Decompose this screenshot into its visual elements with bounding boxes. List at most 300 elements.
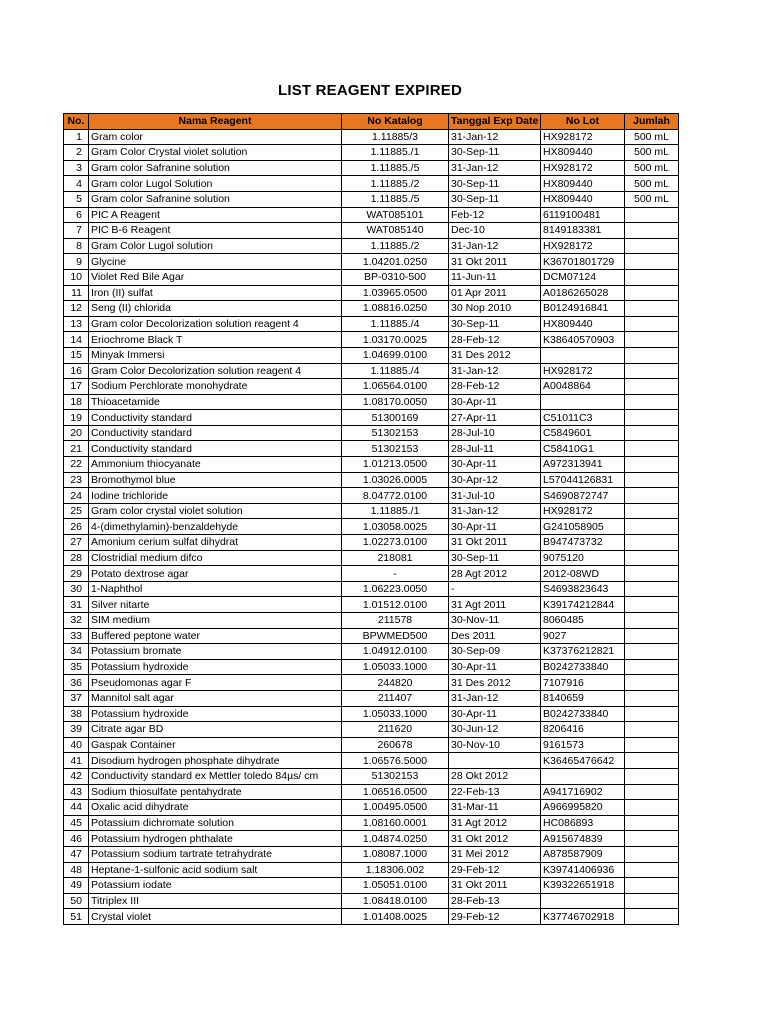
table-row [64, 254, 679, 270]
quantity-cell [625, 379, 679, 395]
catalog-number-cell: 1.03058.0025 [342, 519, 449, 535]
reagent-name-cell: Silver nitarte [89, 597, 342, 613]
table-row [64, 379, 679, 395]
lot-number-cell: K36465476642 [541, 753, 625, 769]
expiry-date-cell: 28-Jul-11 [449, 441, 541, 457]
table-row [64, 659, 679, 675]
quantity-cell [625, 363, 679, 379]
catalog-number-cell: 260678 [342, 737, 449, 753]
expiry-date-cell: 31-Jan-12 [449, 129, 541, 145]
catalog-number-cell: 1.08170.0050 [342, 394, 449, 410]
lot-number-cell [541, 394, 625, 410]
catalog-number-cell: 1.11885./2 [342, 238, 449, 254]
lot-number-cell: HX809440 [541, 316, 625, 332]
expiry-date-cell: 31-Jan-12 [449, 690, 541, 706]
table-row [64, 472, 679, 488]
quantity-cell [625, 753, 679, 769]
expiry-date-cell: 30-Apr-11 [449, 519, 541, 535]
table-row [64, 737, 679, 753]
quantity-cell [625, 550, 679, 566]
row-number-cell: 29 [64, 566, 89, 582]
expiry-date-cell: 31-Jul-10 [449, 488, 541, 504]
catalog-number-cell: 1.11885./5 [342, 160, 449, 176]
quantity-cell [625, 410, 679, 426]
quantity-cell [625, 800, 679, 816]
quantity-cell [625, 316, 679, 332]
table-row [64, 878, 679, 894]
quantity-cell [625, 597, 679, 613]
expiry-date-cell: 30-Sep-11 [449, 145, 541, 161]
expiry-date-cell: 01 Apr 2011 [449, 285, 541, 301]
row-number-cell: 6 [64, 207, 89, 223]
catalog-number-cell: 1.03965.0500 [342, 285, 449, 301]
catalog-number-cell: 51302153 [342, 441, 449, 457]
expiry-date-cell: 30-Apr-12 [449, 472, 541, 488]
row-number-cell: 47 [64, 846, 89, 862]
quantity-cell [625, 238, 679, 254]
row-number-cell: 19 [64, 410, 89, 426]
quantity-cell [625, 706, 679, 722]
lot-number-cell: B0242733840 [541, 659, 625, 675]
catalog-number-cell: 1.02273.0100 [342, 535, 449, 551]
quantity-cell [625, 254, 679, 270]
catalog-number-cell: 1.04699.0100 [342, 347, 449, 363]
catalog-number-cell: 51300169 [342, 410, 449, 426]
table-row [64, 784, 679, 800]
lot-number-cell: 8060485 [541, 613, 625, 629]
reagent-name-cell: Potassium hydrogen phthalate [89, 831, 342, 847]
quantity-cell [625, 425, 679, 441]
catalog-number-cell: 1.06516.0500 [342, 784, 449, 800]
lot-number-cell: HX928172 [541, 160, 625, 176]
reagent-name-cell: Conductivity standard ex Mettler toledo 84µs/ cm [89, 768, 342, 784]
table-row [64, 160, 679, 176]
quantity-cell [625, 332, 679, 348]
reagent-name-cell: Gaspak Container [89, 737, 342, 753]
expiry-date-cell: 31-Jan-12 [449, 238, 541, 254]
row-number-cell: 37 [64, 690, 89, 706]
lot-number-cell: HX928172 [541, 363, 625, 379]
catalog-number-cell: 1.05051.0100 [342, 878, 449, 894]
row-number-cell: 44 [64, 800, 89, 816]
row-number-cell: 34 [64, 644, 89, 660]
table-row [64, 441, 679, 457]
table-row [64, 597, 679, 613]
lot-number-cell: K39174212844 [541, 597, 625, 613]
catalog-number-cell: 1.08418.0100 [342, 893, 449, 909]
table-row [64, 503, 679, 519]
row-number-cell: 25 [64, 503, 89, 519]
reagent-name-cell: Gram color Decolorization solution reagent 4 [89, 316, 342, 332]
reagent-name-cell: Conductivity standard [89, 410, 342, 426]
table-row [64, 410, 679, 426]
reagent-name-cell: Mannitol salt agar [89, 690, 342, 706]
lot-number-cell: 9027 [541, 628, 625, 644]
reagent-name-cell: Minyak Immersi [89, 347, 342, 363]
quantity-cell [625, 690, 679, 706]
lot-number-cell: C5849601 [541, 425, 625, 441]
reagent-name-cell: Potassium sodium tartrate tetrahydrate [89, 846, 342, 862]
lot-number-cell: 2012-08WD [541, 566, 625, 582]
row-number-cell: 18 [64, 394, 89, 410]
row-number-cell: 2 [64, 145, 89, 161]
quantity-cell [625, 457, 679, 473]
table-row [64, 675, 679, 691]
header-jumlah: Jumlah [625, 114, 679, 130]
quantity-cell [625, 768, 679, 784]
catalog-number-cell: 1.06223.0050 [342, 581, 449, 597]
catalog-number-cell: 1.05033.1000 [342, 706, 449, 722]
catalog-number-cell: 1.01408.0025 [342, 909, 449, 925]
reagent-name-cell: Potassium iodate [89, 878, 342, 894]
reagent-name-cell: Glycine [89, 254, 342, 270]
header-tanggal-exp-date: Tanggal Exp Date [449, 114, 541, 130]
lot-number-cell: A972313941 [541, 457, 625, 473]
expiry-date-cell: - [449, 581, 541, 597]
expiry-date-cell: 30-Nov-10 [449, 737, 541, 753]
lot-number-cell: A0048864 [541, 379, 625, 395]
reagent-table [63, 113, 679, 925]
expiry-date-cell: 27-Apr-11 [449, 410, 541, 426]
catalog-number-cell: 1.01512.0100 [342, 597, 449, 613]
row-number-cell: 14 [64, 332, 89, 348]
row-number-cell: 39 [64, 722, 89, 738]
reagent-name-cell: Conductivity standard [89, 425, 342, 441]
row-number-cell: 12 [64, 301, 89, 317]
row-number-cell: 38 [64, 706, 89, 722]
quantity-cell [625, 722, 679, 738]
table-row [64, 800, 679, 816]
table-row [64, 519, 679, 535]
header-no-katalog: No Katalog [342, 114, 449, 130]
catalog-number-cell: 244820 [342, 675, 449, 691]
expiry-date-cell: 30-Sep-11 [449, 191, 541, 207]
reagent-name-cell: Gram color crystal violet solution [89, 503, 342, 519]
lot-number-cell: 9161573 [541, 737, 625, 753]
expiry-date-cell: 31 Des 2012 [449, 675, 541, 691]
quantity-cell [625, 581, 679, 597]
quantity-cell [625, 301, 679, 317]
expiry-date-cell: Des 2011 [449, 628, 541, 644]
row-number-cell: 32 [64, 613, 89, 629]
row-number-cell: 51 [64, 909, 89, 925]
quantity-cell [625, 878, 679, 894]
catalog-number-cell: WAT085101 [342, 207, 449, 223]
lot-number-cell: 9075120 [541, 550, 625, 566]
reagent-name-cell: PIC A Reagent [89, 207, 342, 223]
table-row [64, 535, 679, 551]
quantity-cell [625, 535, 679, 551]
expiry-date-cell: 29-Feb-12 [449, 862, 541, 878]
expiry-date-cell: Feb-12 [449, 207, 541, 223]
quantity-cell [625, 784, 679, 800]
table-row [64, 722, 679, 738]
lot-number-cell: B947473732 [541, 535, 625, 551]
row-number-cell: 46 [64, 831, 89, 847]
reagent-name-cell: Gram color Safranine solution [89, 191, 342, 207]
table-row [64, 613, 679, 629]
catalog-number-cell: 1.18306.002 [342, 862, 449, 878]
reagent-name-cell: Gram color Safranine solution [89, 160, 342, 176]
lot-number-cell: A941716902 [541, 784, 625, 800]
lot-number-cell: K36701801729 [541, 254, 625, 270]
table-row [64, 690, 679, 706]
table-row [64, 831, 679, 847]
catalog-number-cell: 1.08087.1000 [342, 846, 449, 862]
lot-number-cell: A878587909 [541, 846, 625, 862]
lot-number-cell: 8149183381 [541, 223, 625, 239]
table-header-row [64, 114, 679, 130]
reagent-name-cell: Oxalic acid dihydrate [89, 800, 342, 816]
reagent-name-cell: Gram color [89, 129, 342, 145]
table-row [64, 753, 679, 769]
reagent-name-cell: Potassium hydroxide [89, 659, 342, 675]
reagent-name-cell: Iron (II) sulfat [89, 285, 342, 301]
catalog-number-cell: 1.11885./2 [342, 176, 449, 192]
catalog-number-cell: 1.03026.0005 [342, 472, 449, 488]
catalog-number-cell: 211620 [342, 722, 449, 738]
header-no: No. [64, 114, 89, 130]
catalog-number-cell: 1.11885./5 [342, 191, 449, 207]
row-number-cell: 5 [64, 191, 89, 207]
row-number-cell: 40 [64, 737, 89, 753]
row-number-cell: 35 [64, 659, 89, 675]
expiry-date-cell: 31 Mei 2012 [449, 846, 541, 862]
expiry-date-cell: 31 Okt 2012 [449, 831, 541, 847]
quantity-cell: 500 mL [625, 191, 679, 207]
catalog-number-cell: 1.11885./4 [342, 363, 449, 379]
lot-number-cell: HX928172 [541, 129, 625, 145]
row-number-cell: 20 [64, 425, 89, 441]
table-row [64, 347, 679, 363]
reagent-name-cell: Titriplex III [89, 893, 342, 909]
row-number-cell: 41 [64, 753, 89, 769]
expiry-date-cell: 28 Agt 2012 [449, 566, 541, 582]
quantity-cell: 500 mL [625, 129, 679, 145]
quantity-cell [625, 441, 679, 457]
row-number-cell: 43 [64, 784, 89, 800]
expiry-date-cell [449, 753, 541, 769]
expiry-date-cell: 31-Jan-12 [449, 503, 541, 519]
quantity-cell [625, 737, 679, 753]
reagent-name-cell: Pseudomonas agar F [89, 675, 342, 691]
reagent-name-cell: Sodium thiosulfate pentahydrate [89, 784, 342, 800]
table-row [64, 550, 679, 566]
table-row [64, 176, 679, 192]
reagent-name-cell: Potassium hydroxide [89, 706, 342, 722]
expiry-date-cell: 28-Feb-13 [449, 893, 541, 909]
expiry-date-cell: 30-Apr-11 [449, 706, 541, 722]
lot-number-cell: A966995820 [541, 800, 625, 816]
catalog-number-cell: 1.06564.0100 [342, 379, 449, 395]
header-no-lot: No Lot [541, 114, 625, 130]
row-number-cell: 4 [64, 176, 89, 192]
reagent-name-cell: Bromothymol blue [89, 472, 342, 488]
expiry-date-cell: 28-Feb-12 [449, 379, 541, 395]
reagent-name-cell: Thioacetamide [89, 394, 342, 410]
row-number-cell: 11 [64, 285, 89, 301]
lot-number-cell: K37376212821 [541, 644, 625, 660]
catalog-number-cell: 1.11885/3 [342, 129, 449, 145]
reagent-name-cell: Ammonium thiocyanate [89, 457, 342, 473]
catalog-number-cell: 1.01213.0500 [342, 457, 449, 473]
lot-number-cell: HX928172 [541, 238, 625, 254]
table-row [64, 815, 679, 831]
reagent-name-cell: Citrate agar BD [89, 722, 342, 738]
catalog-number-cell: 1.00495.0500 [342, 800, 449, 816]
lot-number-cell: 7107916 [541, 675, 625, 691]
expiry-date-cell: 31 Des 2012 [449, 347, 541, 363]
quantity-cell [625, 472, 679, 488]
row-number-cell: 8 [64, 238, 89, 254]
table-row [64, 285, 679, 301]
quantity-cell [625, 644, 679, 660]
table-row [64, 425, 679, 441]
lot-number-cell [541, 893, 625, 909]
expiry-date-cell: 28 Okt 2012 [449, 768, 541, 784]
row-number-cell: 24 [64, 488, 89, 504]
reagent-name-cell: Violet Red Bile Agar [89, 269, 342, 285]
quantity-cell [625, 831, 679, 847]
row-number-cell: 42 [64, 768, 89, 784]
quantity-cell [625, 207, 679, 223]
reagent-name-cell: Gram Color Crystal violet solution [89, 145, 342, 161]
row-number-cell: 10 [64, 269, 89, 285]
catalog-number-cell: BP-0310-500 [342, 269, 449, 285]
lot-number-cell: B0242733840 [541, 706, 625, 722]
catalog-number-cell: 1.08160.0001 [342, 815, 449, 831]
quantity-cell [625, 285, 679, 301]
page-title: LIST REAGENT EXPIRED [277, 82, 463, 99]
catalog-number-cell: 211407 [342, 690, 449, 706]
reagent-name-cell: Buffered peptone water [89, 628, 342, 644]
reagent-name-cell: Iodine trichloride [89, 488, 342, 504]
expiry-date-cell: 31 Agt 2011 [449, 597, 541, 613]
quantity-cell: 500 mL [625, 160, 679, 176]
lot-number-cell: C58410G1 [541, 441, 625, 457]
table-row [64, 581, 679, 597]
table-row [64, 706, 679, 722]
catalog-number-cell: 8.04772.0100 [342, 488, 449, 504]
reagent-name-cell: Gram color Lugol Solution [89, 176, 342, 192]
reagent-name-cell: Gram Color Decolorization solution reagent 4 [89, 363, 342, 379]
reagent-name-cell: Heptane-1-sulfonic acid sodium salt [89, 862, 342, 878]
quantity-cell [625, 394, 679, 410]
quantity-cell [625, 488, 679, 504]
catalog-number-cell: 1.06576.5000 [342, 753, 449, 769]
quantity-cell [625, 269, 679, 285]
lot-number-cell [541, 347, 625, 363]
quantity-cell [625, 566, 679, 582]
quantity-cell [625, 519, 679, 535]
quantity-cell [625, 659, 679, 675]
lot-number-cell: HX809440 [541, 176, 625, 192]
table-row [64, 846, 679, 862]
expiry-date-cell: 31 Okt 2011 [449, 878, 541, 894]
lot-number-cell: 6119100481 [541, 207, 625, 223]
row-number-cell: 33 [64, 628, 89, 644]
catalog-number-cell: - [342, 566, 449, 582]
catalog-number-cell: 51302153 [342, 425, 449, 441]
catalog-number-cell: 211578 [342, 613, 449, 629]
expiry-date-cell: 31-Jan-12 [449, 363, 541, 379]
catalog-number-cell: 1.11885./4 [342, 316, 449, 332]
table-row [64, 269, 679, 285]
table-row [64, 768, 679, 784]
catalog-number-cell: 1.03170.0025 [342, 332, 449, 348]
reagent-name-cell: Potato dextrose agar [89, 566, 342, 582]
row-number-cell: 15 [64, 347, 89, 363]
lot-number-cell: HC086893 [541, 815, 625, 831]
lot-number-cell: C51011C3 [541, 410, 625, 426]
quantity-cell [625, 503, 679, 519]
row-number-cell: 30 [64, 581, 89, 597]
lot-number-cell: A915674839 [541, 831, 625, 847]
reagent-name-cell: Disodium hydrogen phosphate dihydrate [89, 753, 342, 769]
lot-number-cell: K38640570903 [541, 332, 625, 348]
quantity-cell [625, 846, 679, 862]
table-row [64, 488, 679, 504]
table-row [64, 628, 679, 644]
quantity-cell [625, 628, 679, 644]
reagent-name-cell: Amonium cerium sulfat dihydrat [89, 535, 342, 551]
lot-number-cell: K39322651918 [541, 878, 625, 894]
expiry-date-cell: 28-Jul-10 [449, 425, 541, 441]
table-row [64, 644, 679, 660]
expiry-date-cell: 31 Okt 2011 [449, 254, 541, 270]
expiry-date-cell: 31-Mar-11 [449, 800, 541, 816]
catalog-number-cell: 1.11885./1 [342, 503, 449, 519]
reagent-name-cell: PIC B-6 Reagent [89, 223, 342, 239]
expiry-date-cell: 30-Apr-11 [449, 394, 541, 410]
row-number-cell: 50 [64, 893, 89, 909]
row-number-cell: 21 [64, 441, 89, 457]
row-number-cell: 1 [64, 129, 89, 145]
row-number-cell: 22 [64, 457, 89, 473]
expiry-date-cell: 11-Jun-11 [449, 269, 541, 285]
catalog-number-cell: WAT085140 [342, 223, 449, 239]
reagent-name-cell: Seng (II) chlorida [89, 301, 342, 317]
lot-number-cell: L57044126831 [541, 472, 625, 488]
row-number-cell: 3 [64, 160, 89, 176]
catalog-number-cell: 1.08816.0250 [342, 301, 449, 317]
table-row [64, 301, 679, 317]
table-row [64, 316, 679, 332]
expiry-date-cell: 30-Nov-11 [449, 613, 541, 629]
catalog-number-cell: 1.04912.0100 [342, 644, 449, 660]
expiry-date-cell: 30-Sep-11 [449, 316, 541, 332]
expiry-date-cell: 31 Agt 2012 [449, 815, 541, 831]
row-number-cell: 48 [64, 862, 89, 878]
reagent-name-cell: SIM medium [89, 613, 342, 629]
table-row [64, 394, 679, 410]
expiry-date-cell: 30 Nop 2010 [449, 301, 541, 317]
row-number-cell: 28 [64, 550, 89, 566]
table-row [64, 332, 679, 348]
table-row [64, 566, 679, 582]
lot-number-cell: HX928172 [541, 503, 625, 519]
lot-number-cell: B0124916841 [541, 301, 625, 317]
catalog-number-cell: BPWMED500 [342, 628, 449, 644]
lot-number-cell: DCM07124 [541, 269, 625, 285]
table-row [64, 223, 679, 239]
table-row [64, 909, 679, 925]
quantity-cell [625, 223, 679, 239]
reagent-name-cell: Gram Color Lugol solution [89, 238, 342, 254]
header-nama-reagent: Nama Reagent [89, 114, 342, 130]
table-row [64, 238, 679, 254]
catalog-number-cell: 1.04874.0250 [342, 831, 449, 847]
